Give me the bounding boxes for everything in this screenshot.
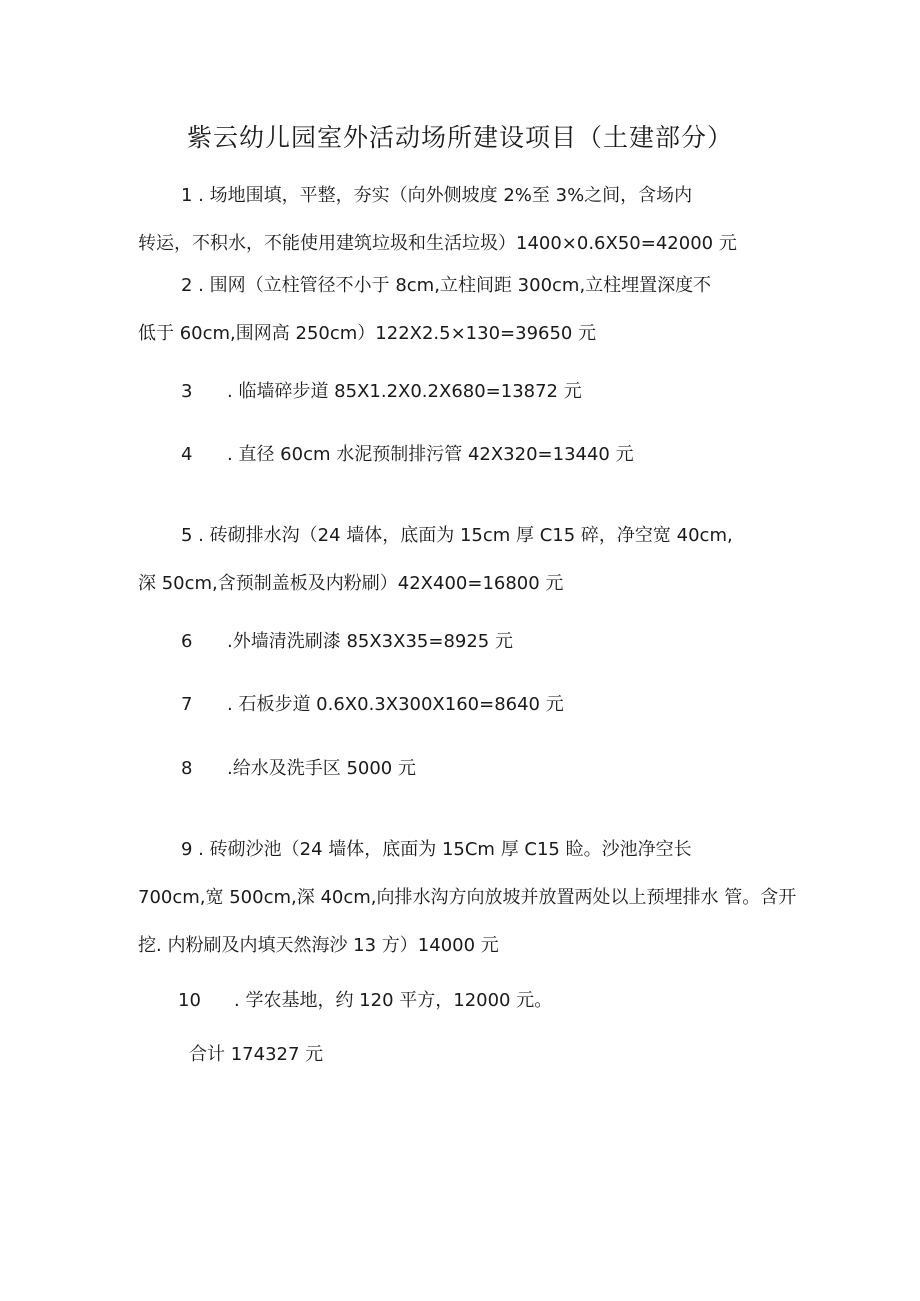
list-item-5-line2: 深 50cm,含预制盖板及内粉刷）42X400=16800 元 [138,573,564,594]
list-item-2-line1: 2 . 围网（立柱管径不小于 8cm,立柱间距 300cm,立柱埋置深度不 [181,275,712,296]
list-item-3-number: 3 [181,381,193,402]
list-item-1 [138,172,798,268]
list-item-6-number: 6 [181,631,193,652]
list-item-6 [181,627,513,657]
list-item-9 [138,826,798,970]
list-item-8-number: 8 [181,758,193,779]
list-item-1-line2: 转运，不积水，不能使用建筑垃圾和生活垃圾）1400×0.6X50=42000 元 [138,233,737,254]
list-item-5 [138,512,798,608]
list-item-7-text: . 石板步道 0.6X0.3X300X160=8640 元 [227,694,564,715]
list-item-8-text: .给水及洗手区 5000 元 [227,758,416,779]
list-item-9-line1: 9 . 砖砌沙池（24 墙体，底面为 15Cm 厚 C15 睑。沙池净空长 [181,839,692,860]
list-item-8 [181,754,416,784]
list-item-3-text: . 临墙碎步道 85X1.2X0.2X680=13872 元 [227,381,582,402]
list-item-9-line3: 管。含开挖. 内粉刷及内填天然海沙 13 方）14000 元 [138,887,797,956]
list-item-9-line2: 700cm,宽 500cm,深 40cm,向排水沟方向放坡并放置两处以上预埋排水 [138,887,719,908]
list-item-2 [138,262,798,358]
list-item-7-number: 7 [181,694,193,715]
list-item-2-line2: 低于 60cm,围网高 250cm）122X2.5×130=39650 元 [138,323,597,344]
total-amount: 合计 174327 元 [189,1044,324,1065]
list-item-3 [181,377,582,407]
document-title: 紫云幼儿园室外活动场所建设项目（土建部分） [186,123,733,152]
list-item-10 [178,986,552,1016]
list-item-5-line1: 5 . 砖砌排水沟（24 墙体，底面为 15cm 厚 C15 碎，净空宽 40cm, [181,525,733,546]
list-item-4-number: 4 [181,444,193,465]
list-item-4-text: . 直径 60cm 水泥预制排污管 42X320=13440 元 [227,444,634,465]
list-item-10-text: . 学农基地，约 120 平方，12000 元。 [234,990,553,1011]
list-item-10-number: 10 [178,990,201,1011]
list-item-4 [181,440,634,470]
list-item-7 [181,690,564,720]
list-item-1-line1: 1 . 场地围填，平整，夯实（向外侧坡度 2%至 3%之间，含场内 [181,185,693,206]
list-item-6-text: .外墙清洗刷漆 85X3X35=8925 元 [227,631,513,652]
